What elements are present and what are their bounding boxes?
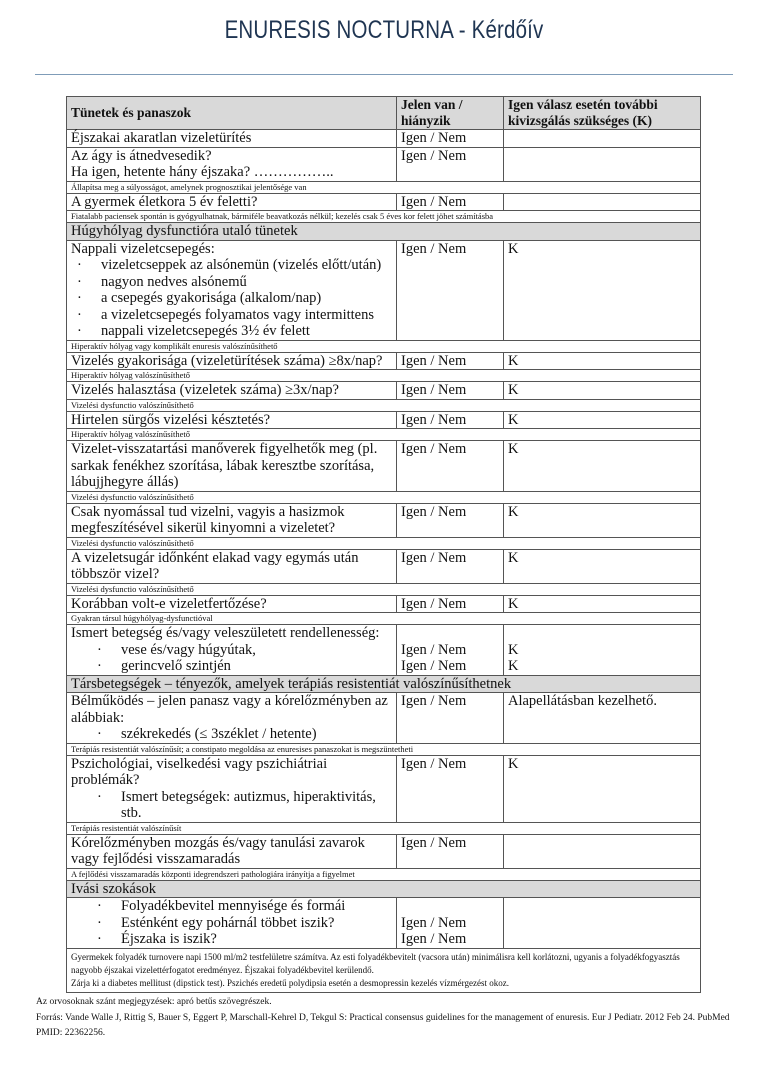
table-row: [67, 755, 701, 822]
further-exam: K: [508, 658, 519, 674]
table-row: [67, 441, 701, 492]
physician-note: Gyakran társul húgyhólyag-dysfunctióval: [67, 613, 701, 625]
physician-note: Hiperaktív hólyag valószínűsíthető: [67, 370, 701, 382]
further-exam: K: [504, 755, 701, 822]
physician-note-row: [67, 491, 701, 503]
section-header-row: [67, 223, 701, 241]
footer-note: Az orvosoknak szánt megjegyzések: apró betűs szövegrészek.: [36, 997, 272, 1007]
answer-yes-no[interactable]: Igen / Nem: [397, 755, 504, 822]
question: A vizeletsugár időnként elakad vagy egymás után többször vizel?: [67, 549, 397, 583]
questionnaire-table: [66, 96, 701, 993]
answer-yes-no[interactable]: Igen / Nem: [397, 193, 504, 211]
table-row: [67, 352, 701, 370]
answer-yes-no[interactable]: Igen / Nem: [397, 441, 504, 492]
answer-yes-no[interactable]: Igen / Nem: [397, 352, 504, 370]
list-item: · nagyon nedves alsónemű: [71, 274, 392, 291]
further-exam: K: [504, 595, 701, 613]
question: Vizelés halasztása (vizeletek száma) ≥3x/nap?: [67, 382, 397, 400]
answer-yes-no[interactable]: Igen / Nem: [397, 240, 504, 340]
physician-note-row: [67, 340, 701, 352]
physician-note-row: [67, 743, 701, 755]
answer-yes-no[interactable]: Igen / Nem: [397, 382, 504, 400]
section-header-comorbidities: Társbetegségek – tényezők, amelyek terápiás resistentiát valószínűsíthetnek: [67, 675, 701, 693]
table-row: [67, 382, 701, 400]
physician-note: Állapítsa meg a súlyosságot, amelynek prognosztikai jelentősége van: [67, 181, 701, 193]
table-row: [67, 834, 701, 868]
physician-note-row: [67, 399, 701, 411]
section-header-row: [67, 880, 701, 898]
further-exam: K: [508, 641, 519, 658]
list-item: · a csepegés gyakorisága (alkalom/nap): [71, 290, 392, 307]
further-exam: Alapellátásban kezelhető.: [504, 693, 701, 744]
question: Vizelés gyakorisága (vizeletürítések száma) ≥8x/nap?: [67, 352, 397, 370]
list-item: · székrekedés (≤ 3széklet / hetente): [71, 726, 392, 743]
table-row: [67, 898, 701, 949]
further-exam: K: [504, 382, 701, 400]
question: Korábban volt-e vizeletfertőzése?: [67, 595, 397, 613]
header-symptoms: Tünetek és panaszok: [67, 97, 397, 130]
physician-note-row: [67, 181, 701, 193]
answer-yes-no[interactable]: Igen / Nem: [401, 641, 467, 658]
physician-note: Fiatalabb paciensek spontán is gyógyulhatnak, bármiféle beavatkozás nélkül; kezelés csak 5 éves kor felett jöhet számításba: [67, 211, 701, 223]
table-row: [67, 503, 701, 537]
table-row: [67, 625, 701, 676]
further-exam: [504, 898, 701, 949]
question: Pszichológiai, viselkedési vagy pszichiátriai problémák? · Ismert betegségek: autizmus, hiperaktivitás, stb.: [67, 755, 397, 822]
list-item: · nappali vizeletcsepegés 3½ év felett: [71, 323, 392, 340]
page-title: ENURESIS NOCTURNA - Kérdőív: [224, 16, 544, 44]
table-row: [67, 147, 701, 181]
header-present: Jelen van / hiányzik: [397, 97, 504, 130]
further-exam: K: [504, 411, 701, 429]
further-exam: [504, 147, 701, 181]
title-divider: [35, 74, 733, 75]
question: Az ágy is átnedvesedik? Ha igen, hetente hány éjszaka? ……………..: [67, 147, 397, 181]
physician-note: Vizelési dysfunctio valószínűsíthető: [67, 399, 701, 411]
table-row: [67, 411, 701, 429]
list-item: · Folyadékbevitel mennyisége és formái: [71, 898, 392, 915]
physician-note-row: [67, 948, 701, 992]
physician-note: Vizelési dysfunctio valószínűsíthető: [67, 583, 701, 595]
physician-note: Vizelési dysfunctio valószínűsíthető: [67, 537, 701, 549]
answer-cell: [397, 898, 504, 949]
physician-note: Hiperaktív hólyag valószínűsíthető: [67, 429, 701, 441]
list-item: · a vizeletcsepegés folyamatos vagy intermittens: [71, 307, 392, 324]
physician-note-row: [67, 370, 701, 382]
answer-yes-no[interactable]: Igen / Nem: [397, 130, 504, 148]
question: [67, 898, 397, 949]
answer-yes-no[interactable]: Igen / Nem: [401, 931, 467, 947]
physician-note: Terápiás resistentiát valószínűsít: [67, 822, 701, 834]
answer-yes-no[interactable]: Igen / Nem: [397, 411, 504, 429]
physician-note-row: [67, 868, 701, 880]
question: Ismert betegség és/vagy veleszületett rendellenesség: · vese és/vagy húgyútak, · gerincvelő szintjén: [67, 625, 397, 676]
section-header-drinking-habits: Ivási szokások: [67, 880, 701, 898]
footer-source: Forrás: Vande Walle J, Rittig S, Bauer S, Eggert P, Marschall-Kehrel D, Tekgul S: Practical consensus guidelines for the management of enuresis. Eur J Pediatr. 2012 Feb 24. PubMed PMID: 22362256.: [36, 1013, 730, 1038]
answer-yes-no[interactable]: Igen / Nem: [397, 147, 504, 181]
further-exam: K: [504, 503, 701, 537]
physician-note: Vizelési dysfunctio valószínűsíthető: [67, 491, 701, 503]
list-item: · Esténként egy pohárnál többet iszik?: [71, 915, 392, 932]
further-exam: K: [504, 549, 701, 583]
list-item: · vese és/vagy húgyútak,: [71, 642, 392, 659]
question: A gyermek életkora 5 év feletti?: [67, 193, 397, 211]
physician-note: Hiperaktív hólyag vagy komplikált enuresis valószínűsíthető: [67, 340, 701, 352]
table-row: [67, 595, 701, 613]
further-exam: K: [504, 352, 701, 370]
answer-yes-no[interactable]: Igen / Nem: [397, 549, 504, 583]
answer-yes-no[interactable]: Igen / Nem: [397, 834, 504, 868]
list-item: · vizeletcseppek az alsónemün (vizelés előtt/után): [71, 257, 392, 274]
physician-note-row: [67, 211, 701, 223]
table-row: [67, 693, 701, 744]
table-header-row: [67, 97, 701, 130]
answer-yes-no[interactable]: Igen / Nem: [397, 503, 504, 537]
question: Bélműködés – jelen panasz vagy a kórelőzményben az alábbiak: · székrekedés (≤ 3széklet / hetente): [67, 693, 397, 744]
answer-yes-no[interactable]: Igen / Nem: [401, 914, 467, 931]
list-item: · Éjszaka is iszik?: [71, 931, 392, 948]
header-further-exam: Igen válasz esetén további kivizsgálás szükséges (K): [504, 97, 701, 130]
answer-yes-no[interactable]: Igen / Nem: [397, 693, 504, 744]
physician-note: Gyermekek folyadék turnovere napi 1500 ml/m2 testfelületre számítva. Az esti folyadékbevitelt (vacsora után) minimálisra kell korlátozni, ugyanis a folyadékfogyasztás nagyobb éjszakai vizelettérfogatot eredményez. Éjszakai folyadékbevitel kerülendő. Zárja ki a diabetes mellitust (dipstick test). Pszichés eredetű polydipsia esetén a desmopressin kezelés vízmérgezést okoz.: [67, 948, 701, 992]
physician-note: A fejlődési visszamaradás központi idegrendszeri pathologiára irányítja a figyelmet: [67, 868, 701, 880]
table-row: [67, 549, 701, 583]
answer-cell: [397, 625, 504, 676]
physician-note-row: [67, 429, 701, 441]
question: Csak nyomással tud vizelni, vagyis a hasizmok megfeszítésével sikerül kinyomni a vizeletet?: [67, 503, 397, 537]
further-exam: K: [504, 441, 701, 492]
question: Hirtelen sürgős vizelési késztetés?: [67, 411, 397, 429]
list-item: · gerincvelő szintjén: [71, 658, 392, 675]
section-header-bladder-dysfunction: Húgyhólyag dysfunctióra utaló tünetek: [67, 223, 701, 241]
table-row: [67, 193, 701, 211]
physician-note: Terápiás resistentiát valószínűsít; a constipato megoldása az enuresises panaszokat is megszüntetheti: [67, 743, 701, 755]
table-row: [67, 240, 701, 340]
table-row: [67, 130, 701, 148]
physician-note-row: [67, 613, 701, 625]
further-exam-cell: [504, 625, 701, 676]
physician-note-row: [67, 822, 701, 834]
further-exam: K: [504, 240, 701, 340]
answer-yes-no[interactable]: Igen / Nem: [401, 658, 467, 674]
list-item: · Ismert betegségek: autizmus, hiperaktivitás, stb.: [71, 789, 392, 822]
question: Kórelőzményben mozgás és/vagy tanulási zavarok vagy fejlődési visszamaradás: [67, 834, 397, 868]
question: Éjszakai akaratlan vizeletürítés: [67, 130, 397, 148]
physician-note-row: [67, 583, 701, 595]
further-exam: [504, 193, 701, 211]
section-header-row: [67, 675, 701, 693]
answer-yes-no[interactable]: Igen / Nem: [397, 595, 504, 613]
further-exam: [504, 130, 701, 148]
question: Nappali vizeletcsepegés: · vizeletcseppek az alsónemün (vizelés előtt/után) · nagyon nedves alsónemű · a csepegés gyakorisága (alkalom/nap) · a vizeletcsepegés folyamatos vagy intermittens · nappali vizeletcsepegés 3½ év felett: [67, 240, 397, 340]
further-exam: [504, 834, 701, 868]
question: Vizelet-visszatartási manőverek figyelhetők meg (pl. sarkak fenékhez szorítása, lábak keresztbe szorítása, lábujjhegyre állás): [67, 441, 397, 492]
physician-note-row: [67, 537, 701, 549]
